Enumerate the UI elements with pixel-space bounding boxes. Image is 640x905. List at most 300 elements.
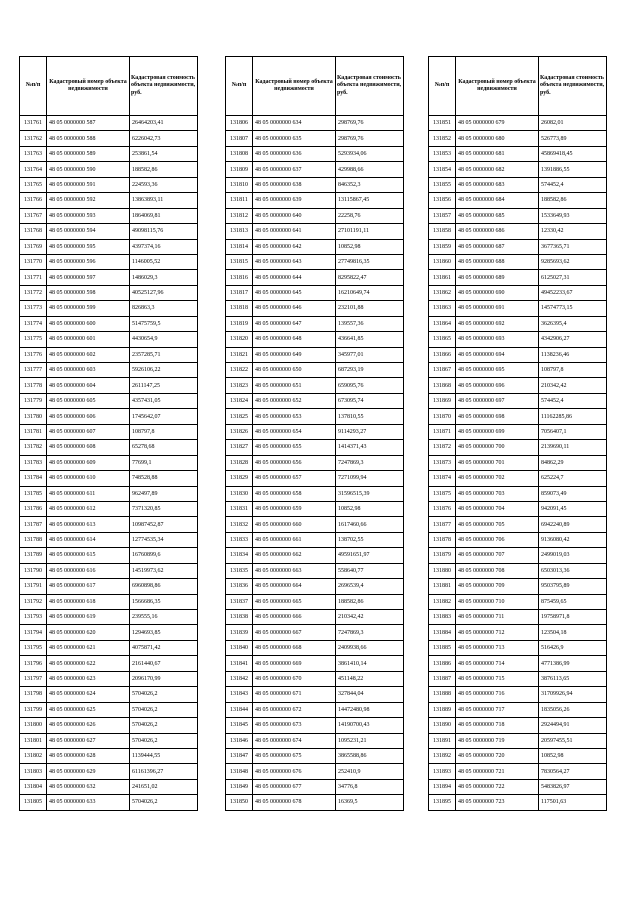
- row-number: 131818: [226, 301, 253, 316]
- cadastral-number: 48 05 0000000 605: [47, 393, 130, 408]
- row-number: 131784: [20, 471, 47, 486]
- cadastral-value: 210342,42: [539, 378, 607, 393]
- cadastral-number: 48 05 0000000 604: [47, 378, 130, 393]
- cadastral-number: 48 05 0000000 678: [253, 795, 336, 810]
- cadastral-value: 49452233,67: [539, 285, 607, 300]
- cadastral-number: 48 05 0000000 595: [47, 239, 130, 254]
- row-number: 131820: [226, 332, 253, 347]
- cadastral-value: 14574773,15: [539, 301, 607, 316]
- cadastral-value: 6503013,36: [539, 563, 607, 578]
- cadastral-number: 48 05 0000000 608: [47, 440, 130, 455]
- cadastral-number: 48 05 0000000 632: [47, 779, 130, 794]
- row-number: 131773: [20, 301, 47, 316]
- cadastral-value: 6226042,73: [130, 131, 198, 146]
- row-number: 131761: [20, 116, 47, 131]
- row-number: 131795: [20, 640, 47, 655]
- table-row: [20, 795, 198, 810]
- cadastral-value: 232101,88: [336, 301, 404, 316]
- table-row: [429, 347, 607, 362]
- table-row: [20, 594, 198, 609]
- cadastral-value: 574452,4: [539, 393, 607, 408]
- row-number: 131849: [226, 779, 253, 794]
- table-row: [429, 625, 607, 640]
- table-row: [226, 795, 404, 810]
- cadastral-number: 48 05 0000000 627: [47, 733, 130, 748]
- cadastral-number: 48 05 0000000 704: [456, 501, 539, 516]
- row-number: 131772: [20, 285, 47, 300]
- cadastral-number: 48 05 0000000 672: [253, 702, 336, 717]
- cadastral-number: 48 05 0000000 647: [253, 316, 336, 331]
- table-row: [226, 501, 404, 516]
- table-row: [20, 625, 198, 640]
- table-row: [429, 239, 607, 254]
- cadastral-number: 48 05 0000000 663: [253, 563, 336, 578]
- cadastral-value: 27749816,35: [336, 254, 404, 269]
- row-number: 131816: [226, 270, 253, 285]
- row-number: 131764: [20, 162, 47, 177]
- table-row: [226, 208, 404, 223]
- cadastral-number: 48 05 0000000 697: [456, 393, 539, 408]
- table-row: [226, 548, 404, 563]
- cadastral-value: 1745642,07: [130, 409, 198, 424]
- cadastral-value: 139557,36: [336, 316, 404, 331]
- cadastral-number: 48 05 0000000 614: [47, 532, 130, 547]
- table-row: [429, 610, 607, 625]
- table-row: [429, 764, 607, 779]
- cadastral-value: 1146005,52: [130, 254, 198, 269]
- cadastral-value: 16760899,6: [130, 548, 198, 563]
- row-number: 131808: [226, 146, 253, 161]
- table-row: [226, 532, 404, 547]
- row-number: 131777: [20, 363, 47, 378]
- table-row: [226, 131, 404, 146]
- table-row: [429, 532, 607, 547]
- cadastral-value: 10852,98: [336, 501, 404, 516]
- table-row: [429, 363, 607, 378]
- cadastral-number: 48 05 0000000 669: [253, 656, 336, 671]
- cadastral-value: 4397374,16: [130, 239, 198, 254]
- row-number: 131812: [226, 208, 253, 223]
- table-row: [226, 656, 404, 671]
- cadastral-number: 48 05 0000000 673: [253, 718, 336, 733]
- cadastral-number: 48 05 0000000 702: [456, 471, 539, 486]
- cadastral-number: 48 05 0000000 620: [47, 625, 130, 640]
- cadastral-number: 48 05 0000000 590: [47, 162, 130, 177]
- row-number: 131817: [226, 285, 253, 300]
- cadastral-number: 48 05 0000000 618: [47, 594, 130, 609]
- table-row: [226, 764, 404, 779]
- table-row: [226, 455, 404, 470]
- table-row: [429, 671, 607, 686]
- cadastral-value: 4342906,27: [539, 332, 607, 347]
- row-number: 131844: [226, 702, 253, 717]
- cadastral-number: 48 05 0000000 645: [253, 285, 336, 300]
- table-row: [226, 177, 404, 192]
- cadastral-number: 48 05 0000000 662: [253, 548, 336, 563]
- table-row: [226, 254, 404, 269]
- table-row: [226, 224, 404, 239]
- table-row: [20, 224, 198, 239]
- row-number: 131877: [429, 517, 456, 532]
- row-number: 131886: [429, 656, 456, 671]
- table-row: [429, 301, 607, 316]
- cadastral-value: 10852,98: [539, 748, 607, 763]
- cadastral-number: 48 05 0000000 596: [47, 254, 130, 269]
- row-number: 131804: [20, 779, 47, 794]
- row-number: 131883: [429, 610, 456, 625]
- cadastral-value: 6942240,89: [539, 517, 607, 532]
- cadastral-value: 5704026,2: [130, 718, 198, 733]
- cadastral-value: 8295822,47: [336, 270, 404, 285]
- cadastral-value: 137810,55: [336, 409, 404, 424]
- cadastral-value: 4771386,99: [539, 656, 607, 671]
- row-number: 131853: [429, 146, 456, 161]
- cadastral-number: 48 05 0000000 619: [47, 610, 130, 625]
- cadastral-value: 13115867,45: [336, 193, 404, 208]
- cadastral-value: 1835056,26: [539, 702, 607, 717]
- table-row: [20, 363, 198, 378]
- table-row: [20, 702, 198, 717]
- cadastral-number: 48 05 0000000 717: [456, 702, 539, 717]
- cadastral-value: 34776,8: [336, 779, 404, 794]
- table-row: [429, 224, 607, 239]
- cadastral-table-3: [428, 56, 607, 811]
- cadastral-number: 48 05 0000000 651: [253, 378, 336, 393]
- row-number: 131880: [429, 563, 456, 578]
- row-number: 131890: [429, 718, 456, 733]
- cadastral-number: 48 05 0000000 611: [47, 486, 130, 501]
- row-number: 131815: [226, 254, 253, 269]
- cadastral-number: 48 05 0000000 593: [47, 208, 130, 223]
- cadastral-value: 558640,77: [336, 563, 404, 578]
- cadastral-number: 48 05 0000000 615: [47, 548, 130, 563]
- row-number: 131763: [20, 146, 47, 161]
- cadastral-number: 48 05 0000000 650: [253, 363, 336, 378]
- row-number: 131856: [429, 193, 456, 208]
- cadastral-number: 48 05 0000000 642: [253, 239, 336, 254]
- cadastral-value: 687293,19: [336, 363, 404, 378]
- cadastral-number: 48 05 0000000 693: [456, 332, 539, 347]
- cadastral-number: 48 05 0000000 715: [456, 671, 539, 686]
- cadastral-value: 10987452,87: [130, 517, 198, 532]
- cadastral-number: 48 05 0000000 629: [47, 764, 130, 779]
- cadastral-value: 4075871,42: [130, 640, 198, 655]
- cadastral-value: 516426,9: [539, 640, 607, 655]
- cadastral-value: 1138236,46: [539, 347, 607, 362]
- row-number: 131778: [20, 378, 47, 393]
- cadastral-number: 48 05 0000000 598: [47, 285, 130, 300]
- cadastral-number: 48 05 0000000 708: [456, 563, 539, 578]
- cadastral-value: 748528,88: [130, 471, 198, 486]
- row-number: 131765: [20, 177, 47, 192]
- cadastral-number: 48 05 0000000 654: [253, 424, 336, 439]
- row-number: 131811: [226, 193, 253, 208]
- cadastral-value: 1617460,66: [336, 517, 404, 532]
- row-number: 131771: [20, 270, 47, 285]
- cadastral-number: 48 05 0000000 638: [253, 177, 336, 192]
- table-row: [226, 285, 404, 300]
- row-number: 131868: [429, 378, 456, 393]
- row-number: 131780: [20, 409, 47, 424]
- cadastral-value: 45869418,45: [539, 146, 607, 161]
- cadastral-value: 1864069,81: [130, 208, 198, 223]
- cadastral-value: 108797,8: [539, 363, 607, 378]
- row-number: 131875: [429, 486, 456, 501]
- row-number: 131893: [429, 764, 456, 779]
- cadastral-value: 16369,5: [336, 795, 404, 810]
- cadastral-value: 1139444,55: [130, 748, 198, 763]
- row-number: 131865: [429, 332, 456, 347]
- cadastral-value: 26464203,41: [130, 116, 198, 131]
- row-number: 131852: [429, 131, 456, 146]
- header-cadastral-number: Кадастровый номер объекта недвижимости: [47, 57, 130, 116]
- cadastral-value: 659095,76: [336, 378, 404, 393]
- row-number: 131854: [429, 162, 456, 177]
- row-number: 131884: [429, 625, 456, 640]
- cadastral-number: 48 05 0000000 607: [47, 424, 130, 439]
- cadastral-table-2: [225, 56, 404, 811]
- cadastral-number: 48 05 0000000 626: [47, 718, 130, 733]
- cadastral-number: 48 05 0000000 601: [47, 332, 130, 347]
- header-cadastral-value: Кадастровая стоимость объекта недвижимости, руб.: [336, 57, 404, 116]
- cadastral-value: 451148,22: [336, 671, 404, 686]
- row-number: 131885: [429, 640, 456, 655]
- cadastral-value: 20597455,51: [539, 733, 607, 748]
- row-number: 131821: [226, 347, 253, 362]
- row-number: 131846: [226, 733, 253, 748]
- cadastral-number: 48 05 0000000 641: [253, 224, 336, 239]
- cadastral-number: 48 05 0000000 675: [253, 748, 336, 763]
- row-number: 131832: [226, 517, 253, 532]
- cadastral-value: 1294693,85: [130, 625, 198, 640]
- row-number: 131847: [226, 748, 253, 763]
- row-number: 131851: [429, 116, 456, 131]
- row-number: 131792: [20, 594, 47, 609]
- cadastral-value: 14472480,98: [336, 702, 404, 717]
- row-number: 131855: [429, 177, 456, 192]
- table-row: [20, 718, 198, 733]
- cadastral-value: 210342,42: [336, 610, 404, 625]
- row-number: 131876: [429, 501, 456, 516]
- cadastral-value: 4430654,9: [130, 332, 198, 347]
- cadastral-value: 40525127,96: [130, 285, 198, 300]
- cadastral-number: 48 05 0000000 686: [456, 224, 539, 239]
- cadastral-value: 962497,89: [130, 486, 198, 501]
- cadastral-number: 48 05 0000000 610: [47, 471, 130, 486]
- cadastral-number: 48 05 0000000 699: [456, 424, 539, 439]
- cadastral-number: 48 05 0000000 635: [253, 131, 336, 146]
- cadastral-value: 7271099,94: [336, 471, 404, 486]
- cadastral-number: 48 05 0000000 711: [456, 610, 539, 625]
- cadastral-value: 875459,65: [539, 594, 607, 609]
- table-row: [429, 409, 607, 424]
- cadastral-number: 48 05 0000000 716: [456, 687, 539, 702]
- row-number: 131770: [20, 254, 47, 269]
- cadastral-number: 48 05 0000000 723: [456, 795, 539, 810]
- table-row: [20, 131, 198, 146]
- table-row: [226, 378, 404, 393]
- table-row: [20, 656, 198, 671]
- table-row: [429, 640, 607, 655]
- cadastral-value: 123504,18: [539, 625, 607, 640]
- cadastral-number: 48 05 0000000 695: [456, 363, 539, 378]
- row-number: 131838: [226, 610, 253, 625]
- table-row: [226, 424, 404, 439]
- cadastral-value: 5704026,2: [130, 702, 198, 717]
- row-number: 131879: [429, 548, 456, 563]
- cadastral-value: 429988,66: [336, 162, 404, 177]
- cadastral-value: 673095,74: [336, 393, 404, 408]
- table-row: [226, 702, 404, 717]
- cadastral-number: 48 05 0000000 589: [47, 146, 130, 161]
- cadastral-number: 48 05 0000000 656: [253, 455, 336, 470]
- cadastral-value: 239555,16: [130, 610, 198, 625]
- table-row: [20, 146, 198, 161]
- cadastral-number: 48 05 0000000 658: [253, 486, 336, 501]
- row-number: 131779: [20, 393, 47, 408]
- table-row: [226, 733, 404, 748]
- cadastral-value: 3626395,4: [539, 316, 607, 331]
- row-number: 131768: [20, 224, 47, 239]
- cadastral-number: 48 05 0000000 718: [456, 718, 539, 733]
- header-cadastral-value: Кадастровая стоимость объекта недвижимости, руб.: [539, 57, 607, 116]
- row-number: 131834: [226, 548, 253, 563]
- cadastral-number: 48 05 0000000 622: [47, 656, 130, 671]
- row-number: 131833: [226, 532, 253, 547]
- table-row: [20, 563, 198, 578]
- table-row: [20, 270, 198, 285]
- row-number: 131848: [226, 764, 253, 779]
- table-row: [226, 640, 404, 655]
- table-row: [429, 378, 607, 393]
- table-row: [20, 116, 198, 131]
- cadastral-number: 48 05 0000000 659: [253, 501, 336, 516]
- cadastral-value: 7830564,27: [539, 764, 607, 779]
- table-row: [20, 301, 198, 316]
- table-row: [226, 594, 404, 609]
- table-row: [20, 193, 198, 208]
- table-row: [429, 795, 607, 810]
- table-row: [20, 440, 198, 455]
- row-number: 131827: [226, 440, 253, 455]
- table-row: [20, 640, 198, 655]
- cadastral-value: 7371320,85: [130, 501, 198, 516]
- row-number: 131830: [226, 486, 253, 501]
- header-cadastral-value: Кадастровая стоимость объекта недвижимости, руб.: [130, 57, 198, 116]
- table-row: [429, 471, 607, 486]
- cadastral-value: 526773,89: [539, 131, 607, 146]
- table-row: [429, 656, 607, 671]
- cadastral-number: 48 05 0000000 691: [456, 301, 539, 316]
- cadastral-number: 48 05 0000000 603: [47, 363, 130, 378]
- cadastral-number: 48 05 0000000 676: [253, 764, 336, 779]
- cadastral-number: 48 05 0000000 674: [253, 733, 336, 748]
- cadastral-number: 48 05 0000000 721: [456, 764, 539, 779]
- table-row: [226, 440, 404, 455]
- row-number: 131762: [20, 131, 47, 146]
- table-row: [429, 501, 607, 516]
- row-number: 131798: [20, 687, 47, 702]
- table-row: [429, 254, 607, 269]
- row-number: 131814: [226, 239, 253, 254]
- cadastral-value: 2696539,4: [336, 579, 404, 594]
- table-row: [20, 378, 198, 393]
- row-number: 131797: [20, 671, 47, 686]
- cadastral-number: 48 05 0000000 689: [456, 270, 539, 285]
- row-number: 131837: [226, 594, 253, 609]
- row-number: 131785: [20, 486, 47, 501]
- cadastral-value: 253861,54: [130, 146, 198, 161]
- cadastral-number: 48 05 0000000 591: [47, 177, 130, 192]
- table-row: [226, 193, 404, 208]
- cadastral-value: 10852,98: [336, 239, 404, 254]
- cadastral-value: 49591651,97: [336, 548, 404, 563]
- table-row: [20, 548, 198, 563]
- row-number: 131870: [429, 409, 456, 424]
- cadastral-value: 1533649,93: [539, 208, 607, 223]
- row-number: 131809: [226, 162, 253, 177]
- table-row: [20, 748, 198, 763]
- table-row: [429, 146, 607, 161]
- row-number: 131871: [429, 424, 456, 439]
- row-number: 131796: [20, 656, 47, 671]
- row-number: 131873: [429, 455, 456, 470]
- table-row: [429, 594, 607, 609]
- cadastral-value: 51475759,5: [130, 316, 198, 331]
- row-number: 131806: [226, 116, 253, 131]
- cadastral-number: 48 05 0000000 722: [456, 779, 539, 794]
- row-number: 131845: [226, 718, 253, 733]
- header-number: №п/п: [226, 57, 253, 116]
- cadastral-value: 6125027,31: [539, 270, 607, 285]
- cadastral-value: 9285693,62: [539, 254, 607, 269]
- row-number: 131891: [429, 733, 456, 748]
- table-row: [20, 254, 198, 269]
- cadastral-number: 48 05 0000000 683: [456, 177, 539, 192]
- cadastral-number: 48 05 0000000 649: [253, 347, 336, 362]
- table-row: [226, 409, 404, 424]
- cadastral-value: 61161396,27: [130, 764, 198, 779]
- cadastral-value: 5293934,06: [336, 146, 404, 161]
- row-number: 131887: [429, 671, 456, 686]
- cadastral-number: 48 05 0000000 700: [456, 440, 539, 455]
- row-number: 131867: [429, 363, 456, 378]
- cadastral-value: 9114293,27: [336, 424, 404, 439]
- table-row: [429, 748, 607, 763]
- cadastral-value: 22258,76: [336, 208, 404, 223]
- cadastral-value: 826863,3: [130, 301, 198, 316]
- row-number: 131859: [429, 239, 456, 254]
- row-number: 131850: [226, 795, 253, 810]
- table-row: [226, 687, 404, 702]
- cadastral-number: 48 05 0000000 661: [253, 532, 336, 547]
- table-row: [429, 718, 607, 733]
- table-row: [226, 671, 404, 686]
- cadastral-number: 48 05 0000000 709: [456, 579, 539, 594]
- cadastral-number: 48 05 0000000 668: [253, 640, 336, 655]
- cadastral-number: 48 05 0000000 655: [253, 440, 336, 455]
- table-row: [226, 146, 404, 161]
- cadastral-number: 48 05 0000000 653: [253, 409, 336, 424]
- cadastral-value: 6960898,86: [130, 579, 198, 594]
- table-row: [226, 748, 404, 763]
- cadastral-number: 48 05 0000000 665: [253, 594, 336, 609]
- cadastral-number: 48 05 0000000 644: [253, 270, 336, 285]
- cadastral-value: 11162285,86: [539, 409, 607, 424]
- table-row: [429, 548, 607, 563]
- cadastral-value: 12774535,34: [130, 532, 198, 547]
- cadastral-value: 5483826,97: [539, 779, 607, 794]
